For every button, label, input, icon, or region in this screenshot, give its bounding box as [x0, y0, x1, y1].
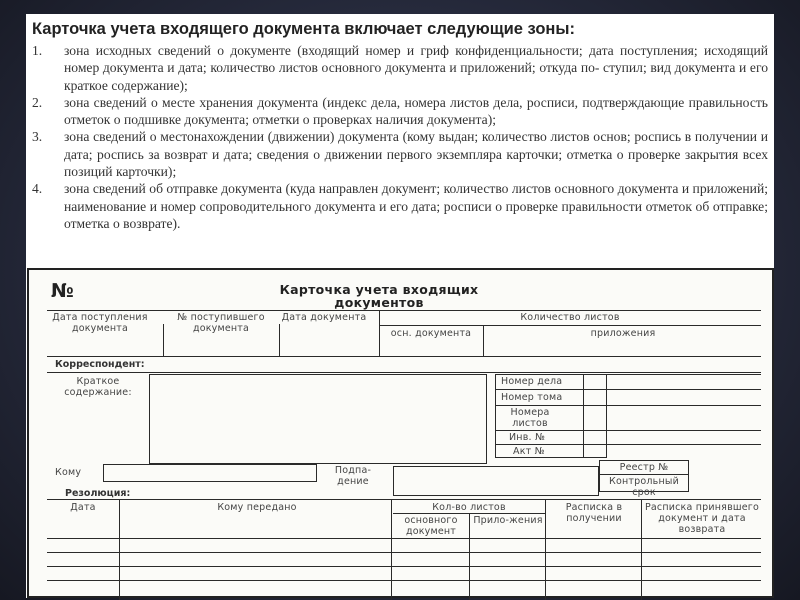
- zone-item: [32, 42, 768, 94]
- label-correspondent: Корреспондент:: [55, 359, 145, 370]
- label-act-number: Акт №: [513, 446, 545, 457]
- card-title: Карточка учета входящих документов: [279, 282, 479, 310]
- summary-box: [149, 374, 487, 464]
- label-col-main-doc: основного документ: [404, 515, 458, 537]
- signature-box: [393, 466, 599, 496]
- rule-line: [495, 405, 761, 406]
- to-whom-box: [103, 464, 317, 482]
- card-number-sign: №: [51, 280, 74, 302]
- rule-line: [391, 499, 392, 600]
- label-attachments: приложения: [590, 328, 656, 339]
- label-sheet-numbers: Номера листов: [510, 407, 550, 429]
- rule-line: [495, 430, 761, 431]
- label-resolution: Резолюция:: [65, 488, 131, 499]
- zone-number: 3.: [32, 129, 43, 145]
- rule-line: [47, 580, 761, 581]
- rule-line: [47, 310, 761, 311]
- rule-line: [599, 474, 689, 475]
- heading: Карточка учета входящего документа включает следующие зоны:: [32, 20, 575, 38]
- label-control-period: Контрольный срок: [609, 476, 679, 498]
- zone-text: зона сведений об отправке документа (куда направлен документ; количество листов основного документа и приложений; наименование и номер сопроводительного документа и его дата; росписи о проверке правильности отметок об отправке; отметка о возврате).: [64, 181, 768, 231]
- label-inv-number: Инв. №: [509, 432, 546, 443]
- rule-line: [163, 324, 164, 356]
- label-registry-number: Реестр №: [619, 462, 669, 473]
- rule-line: [495, 389, 761, 390]
- rule-line: [641, 499, 642, 600]
- zone-text: зона исходных сведений о документе (входящий номер и гриф конфиденциальности; дата поступления; исходящий номер документа и дата; количество листов основного документа и приложений; откуда по- ступил; вид документа и его краткое содержание);: [64, 43, 768, 93]
- rule-line: [47, 538, 761, 539]
- rule-line: [469, 513, 470, 600]
- rule-line: [495, 374, 761, 375]
- zone-number: 2.: [32, 94, 43, 110]
- label-signature: Подпа-дение: [334, 465, 372, 487]
- label-incoming-number: № поступившего документа: [177, 312, 265, 334]
- rule-line: [279, 324, 280, 356]
- label-doc-date: Дата документа: [281, 312, 367, 323]
- label-to-whom: Кому: [55, 467, 82, 478]
- registration-card: [27, 268, 774, 598]
- rule-line: [47, 372, 761, 373]
- label-main-doc: осн. документа: [390, 328, 472, 339]
- zone-item: [32, 128, 768, 180]
- label-case-number: Номер дела: [501, 376, 563, 387]
- zone-number: 1.: [32, 43, 43, 58]
- label-date-received: Дата поступления документа: [52, 312, 148, 334]
- label-volume-number: Номер тома: [501, 392, 563, 403]
- rule-line: [47, 499, 761, 500]
- zone-text: зона сведений о местонахождении (движении) документа (кому выдан; количество листов основ; роспись в получении и дата; роспись за возврат и дата; сведения о движении первого экземпляра карточки; отметка о проверке закрытия всех позиций карточки);: [64, 129, 768, 180]
- rule-line: [495, 444, 761, 445]
- label-col-sheets-count: Кол-во листов: [432, 502, 506, 513]
- rule-line: [47, 356, 761, 357]
- zone-text: зона сведений о месте хранения документа (индекс дела, номера листов дела, росписи, подтверждающие правильность отметок о подшивке документа; отметки о проверках наличия документа);: [64, 94, 768, 128]
- rule-line: [379, 325, 761, 326]
- rule-line: [47, 566, 761, 567]
- text-block: [32, 20, 768, 232]
- rule-line: [545, 499, 546, 600]
- rule-line: [47, 552, 761, 553]
- rule-line: [583, 374, 584, 458]
- zones-list: [32, 42, 768, 232]
- rule-line: [483, 325, 484, 356]
- label-col-received-sig: Расписка в получении: [565, 502, 623, 524]
- zone-number: 4.: [32, 181, 43, 197]
- rule-line: [379, 310, 380, 356]
- rule-line: [119, 499, 120, 600]
- label-col-attach: Прило-жения: [473, 515, 543, 526]
- label-sheet-count: Количество листов: [520, 312, 620, 323]
- zone-item: [32, 180, 768, 232]
- label-col-return-sig: Расписка принявшего документ и дата возврата: [644, 502, 760, 535]
- label-col-to-whom: Кому передано: [217, 502, 297, 513]
- label-summary: Краткое содержание:: [64, 376, 132, 398]
- label-col-date: Дата: [70, 502, 96, 513]
- zone-item: [32, 94, 768, 129]
